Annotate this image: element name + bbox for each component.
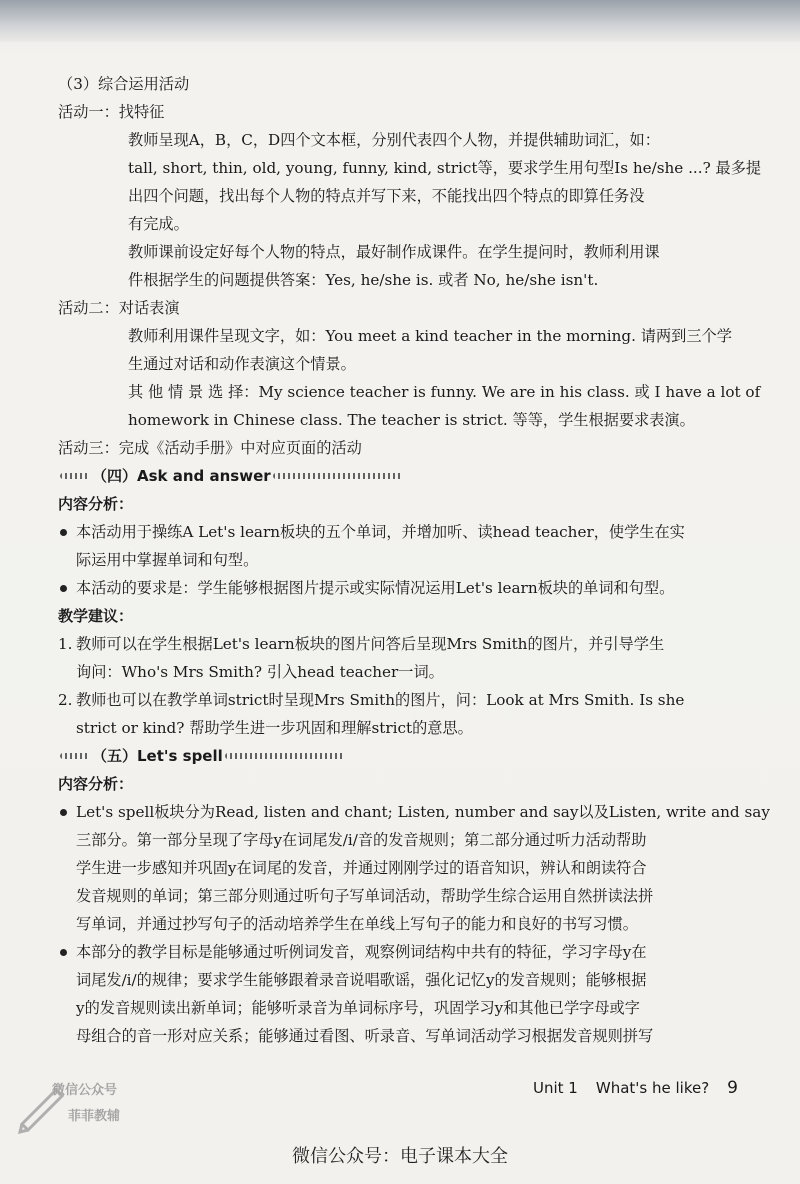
bullet-dot: [60, 529, 67, 536]
wave-decoration: [60, 473, 90, 479]
page-number: 9: [727, 1078, 738, 1098]
activity-1-line: 教师课前设定好每个人物的特点，最好制作成课件。在学生提问时，教师利用课: [128, 243, 660, 261]
bullet-line: 本活动用于操练A Let's learn板块的五个单词，并增加听、读head teacher，使学生在实: [76, 523, 685, 541]
advice-line: 教师也可以在教学单词strict时呈现Mrs Smith的图片，问：Look at Mrs Smith. Is she: [76, 691, 685, 709]
teaching-advice-label: 教学建议：: [58, 607, 134, 625]
content-analysis-label: 内容分析：: [58, 495, 134, 513]
activity-1-line: 出四个问题，找出每个人物的特点并写下来，不能找出四个特点的即算任务没: [128, 187, 645, 205]
page-content: [58, 70, 770, 1050]
watermark-line-2: 菲菲教辅: [68, 1109, 121, 1124]
activity-2-line: 其 他 情 景 选 择：My science teacher is funny. We are in his class. 或 I have a lot of: [128, 383, 761, 401]
top-photo-band: [0, 0, 800, 42]
wechat-caption: 微信公众号：电子课本大全: [292, 1146, 508, 1167]
bullet-line: 学生进一步感知并巩固y在词尾的发音，并通过刚刚学过的语音知识，辨认和朗读符合: [76, 859, 647, 877]
activity-2-title: 活动二：对话表演: [58, 299, 180, 317]
advice-number: 1.: [58, 635, 73, 653]
bullet-dot: [60, 949, 67, 956]
activity-2-line: homework in Chinese class. The teacher is strict. 等等，学生根据要求表演。: [128, 411, 695, 429]
activity-heading: （3）综合运用活动: [58, 75, 190, 93]
bullet-line: 本活动的要求是：学生能够根据图片提示或实际情况运用Let's learn板块的单词和句型。: [76, 579, 675, 597]
page-footer: [533, 1078, 738, 1098]
bullet-line: 际运用中掌握单词和句型。: [76, 551, 259, 569]
bullet-item: [58, 574, 758, 602]
wave-decoration: [273, 473, 403, 479]
section-5-title-text: （五）Let's spell: [92, 747, 223, 765]
section-4-title: [58, 462, 758, 490]
content-analysis-label: 内容分析：: [58, 775, 134, 793]
bullet-line: Let's spell板块分为Read, listen and chant; Listen, number and say以及Listen, write and say: [76, 803, 770, 821]
watermark: [16, 1074, 146, 1144]
bullet-item: [58, 938, 758, 1050]
advice-line: 教师可以在学生根据Let's learn板块的图片问答后呈现Mrs Smith的图片，并引导学生: [76, 635, 665, 653]
bullet-line: 本部分的教学目标是能够通过听例词发音，观察例词结构中共有的特征，学习字母y在: [76, 943, 647, 961]
wave-decoration: [60, 753, 90, 759]
advice-line: strict or kind? 帮助学生进一步巩固和理解strict的意思。: [76, 719, 473, 737]
watermark-line-1: 微信公众号: [52, 1083, 118, 1098]
advice-number: 2.: [58, 691, 73, 709]
bullet-dot: [60, 585, 67, 592]
bullet-line: y的发音规则读出新单词；能够听录音为单词标序号，巩固学习y和其他已学字母或字: [76, 999, 640, 1017]
activity-1-line: 有完成。: [128, 215, 189, 233]
activity-1-line: 教师呈现A，B，C，D四个文本框，分别代表四个人物，并提供辅助词汇，如：: [128, 131, 660, 149]
unit-title: What's he like?: [595, 1079, 710, 1097]
advice-line: 询问：Who's Mrs Smith? 引入head teacher一词。: [76, 663, 444, 681]
activity-2-line: 教师利用课件呈现文字，如：You meet a kind teacher in the morning. 请两到三个学: [128, 327, 732, 345]
bullet-item: [58, 798, 770, 938]
advice-item: [58, 630, 758, 686]
bullet-line: 词尾发/i/的规律；要求学生能够跟着录音说唱歌谣，强化记忆y的发音规则；能够根据: [76, 971, 647, 989]
activity-2-line: 生通过对话和动作表演这个情景。: [128, 355, 356, 373]
bullet-dot: [60, 809, 67, 816]
advice-item: [58, 686, 758, 742]
wave-decoration: [225, 753, 345, 759]
bullet-line: 写单词，并通过抄写句子的活动培养学生在单线上写句子的能力和良好的书写习惯。: [76, 915, 638, 933]
activity-1-line: 件根据学生的问题提供答案：Yes, he/she is. 或者 No, he/she isn't.: [128, 271, 599, 289]
activity-3-title: 活动三：完成《活动手册》中对应页面的活动: [58, 439, 362, 457]
activity-1-title: 活动一：找特征: [58, 103, 165, 121]
activity-1-line: tall, short, thin, old, young, funny, kind, strict等，要求学生用句型Is he/she ...? 最多提: [128, 159, 762, 177]
bullet-line: 发音规则的单词；第三部分则通过听句子写单词活动，帮助学生综合运用自然拼读法拼: [76, 887, 654, 905]
bullet-item: [58, 518, 758, 574]
bullet-line: 母组合的音一形对应关系；能够通过看图、听录音、写单词活动学习根据发音规则拼写: [76, 1027, 654, 1045]
section-4-title-text: （四）Ask and answer: [92, 467, 271, 485]
bullet-line: 三部分。第一部分呈现了字母y在词尾发/i/音的发音规则；第二部分通过听力活动帮助: [76, 831, 647, 849]
section-5-title: [58, 742, 758, 770]
unit-label: Unit 1: [533, 1079, 578, 1097]
